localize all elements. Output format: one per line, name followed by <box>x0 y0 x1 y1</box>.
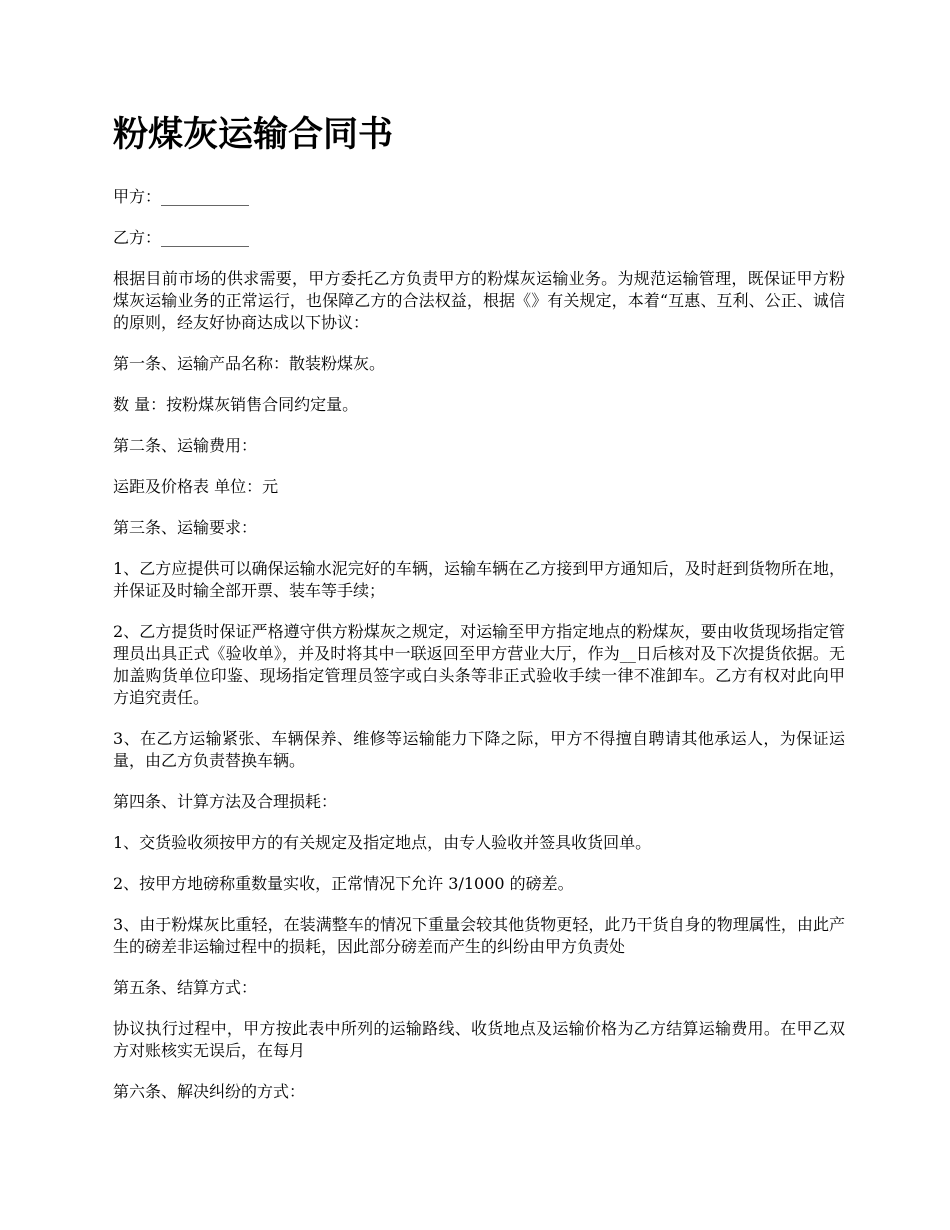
article-5-heading: 第五条、结算方式： <box>113 978 258 997</box>
article-4-clause-3: 3、由于粉煤灰比重轻，在装满整车的情况下重量会较其他货物更轻，此乃干货自身的物理属性，由此产生的磅差非运输过程中的损耗，因此部分磅差而产生的纠纷由甲方负责处 <box>113 915 845 956</box>
document-page <box>113 108 845 1122</box>
article-2-heading: 第二条、运输费用： <box>113 436 258 455</box>
article-3-clause-3: 3、在乙方运输紧张、车辆保养、维修等运输能力下降之际，甲方不得擅自聘请其他承运人，为保证运量，由乙方负责替换车辆。 <box>113 729 845 770</box>
article-6-heading: 第六条、解决纠纷的方式： <box>113 1082 306 1101</box>
price-table-caption: 运距及价格表 单位：元 <box>113 477 279 496</box>
quantity-paragraph: 数 量：按粉煤灰销售合同约定量。 <box>113 395 359 414</box>
article-3-clause-2: 2、乙方提货时保证严格遵守供方粉煤灰之规定，对运输至甲方指定地点的粉煤灰，要由收货现场指定管理员出具正式《验收单》，并及时将其中一联返回至甲方营业大厅，作为__日后核对及下次提货依据。无加盖购货单位印鉴、现场指定管理员签字或白头条等非正式验收手续一律不准卸车。乙方有权对此向甲方追究责任。 <box>113 622 845 707</box>
article-4-clause-1: 1、交货验收须按甲方的有关规定及指定地点，由专人验收并签具收货回单。 <box>113 833 652 852</box>
preamble-paragraph: 根据目前市场的供求需要，甲方委托乙方负责甲方的粉煤灰运输业务。为规范运输管理，既保证甲方粉煤灰运输业务的正常运行，也保障乙方的合法权益，根据《》有关规定，本着“互惠、互利、公正、诚信的原则，经友好协商达成以下协议： <box>113 269 845 332</box>
article-4-heading: 第四条、计算方法及合理损耗： <box>113 792 338 811</box>
party-a-line: 甲方：___________ <box>113 187 250 206</box>
article-3-heading: 第三条、运输要求： <box>113 518 258 537</box>
article-4-clause-2: 2、按甲方地磅称重数量实收，正常情况下允许 3/1000 的磅差。 <box>113 874 574 893</box>
article-1-heading: 第一条、运输产品名称：散装粉煤灰。 <box>113 354 386 373</box>
article-3-clause-1: 1、乙方应提供可以确保运输水泥完好的车辆，运输车辆在乙方接到甲方通知后，及时赶到货物所在地，并保证及时输全部开票、装车等手续； <box>113 559 845 600</box>
party-b-line: 乙方：___________ <box>113 228 250 247</box>
article-5-paragraph: 协议执行过程中，甲方按此表中所列的运输路线、收货地点及运输价格为乙方结算运输费用。在甲乙双方对账核实无误后，在每月 <box>113 1019 845 1060</box>
document-title: 粉煤灰运输合同书 <box>113 114 394 155</box>
